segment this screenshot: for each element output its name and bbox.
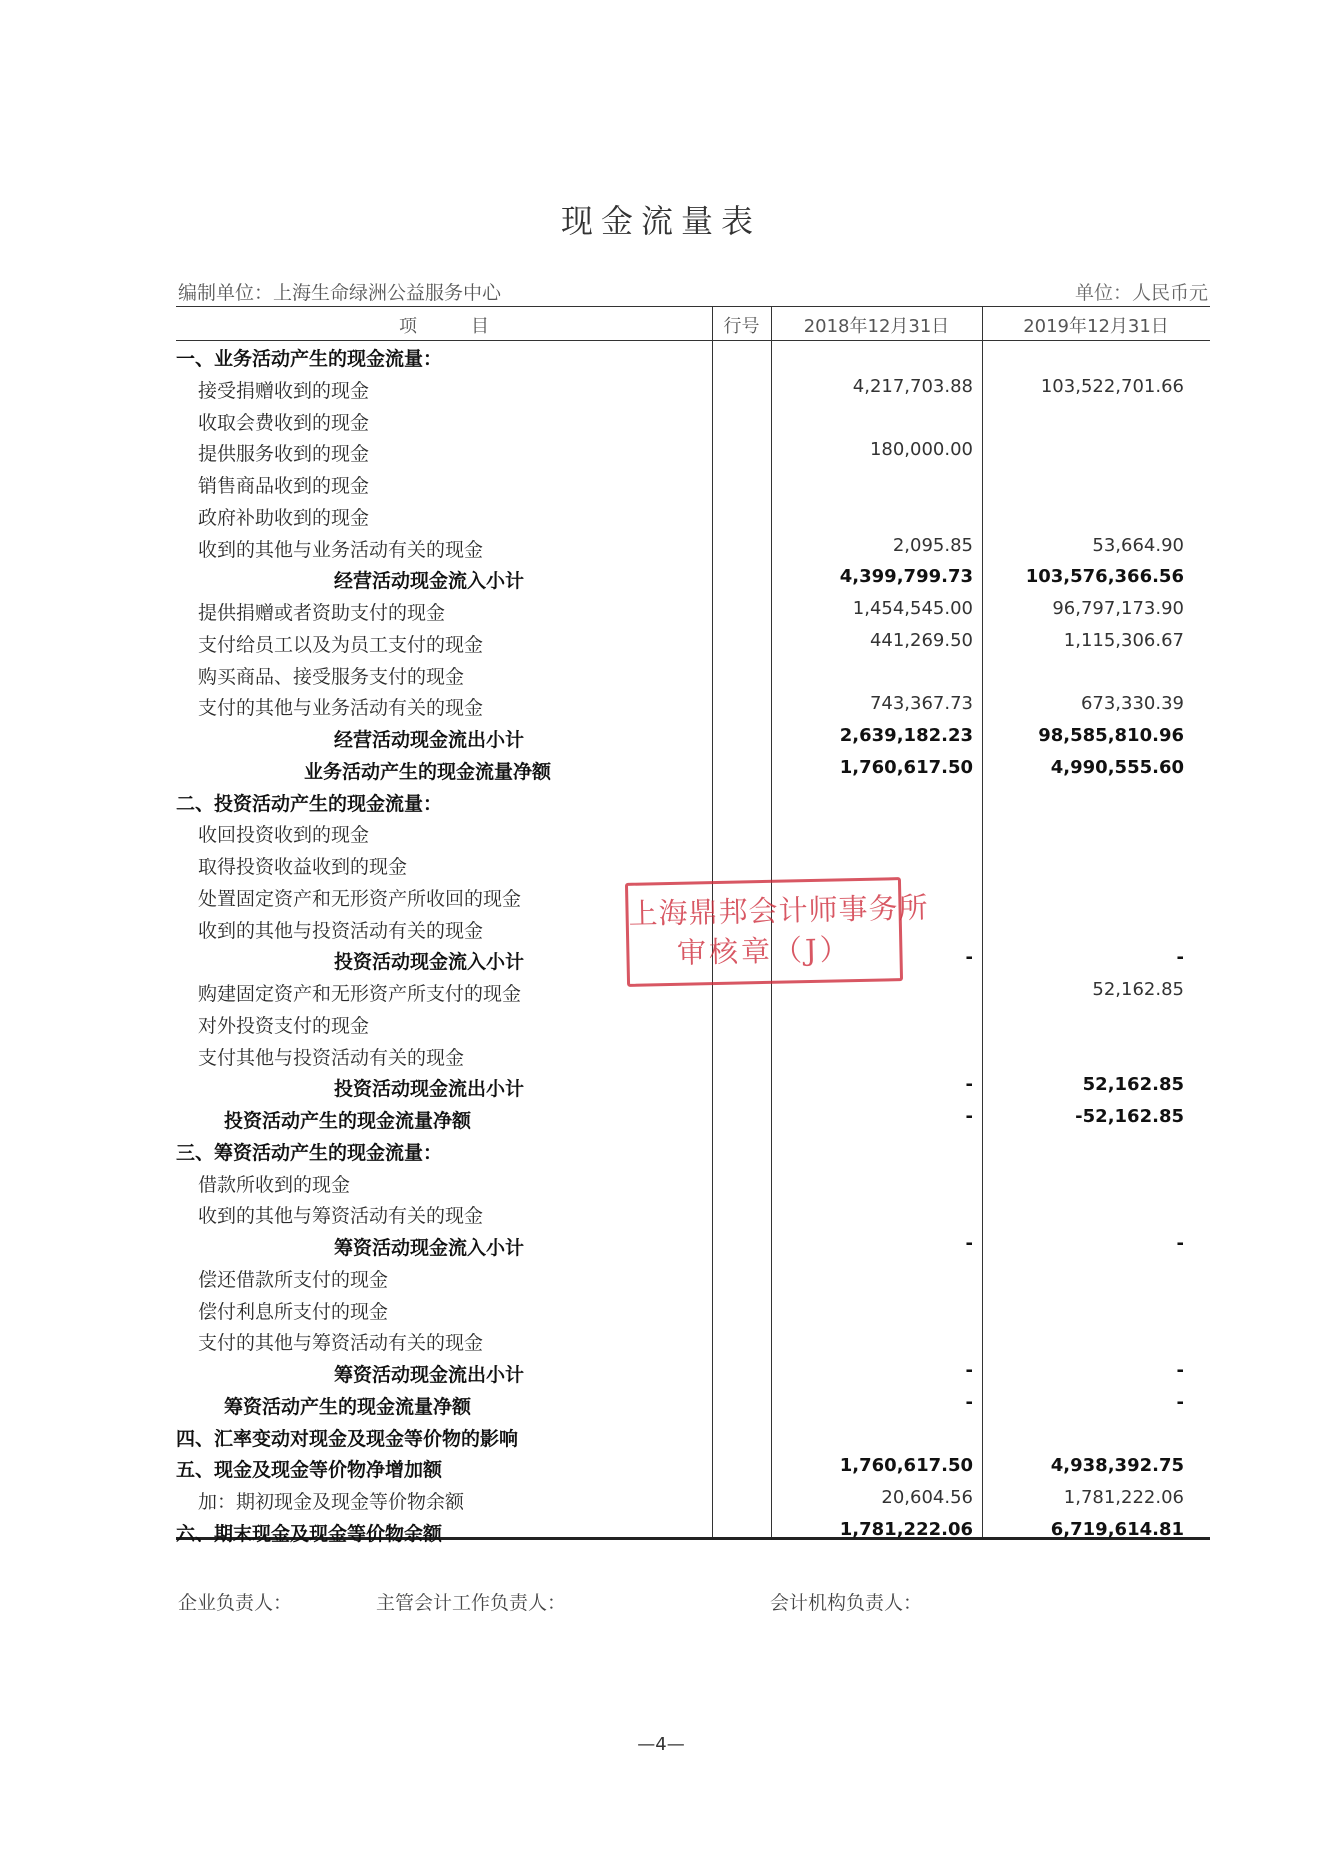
- value-2018: 20,604.56: [881, 1487, 973, 1508]
- row-label: 收到的其他与投资活动有关的现金: [198, 919, 484, 942]
- table-row: [176, 372, 1210, 404]
- table-row: [176, 816, 1210, 848]
- value-2018: 2,095.85: [892, 534, 973, 556]
- report-meta: [178, 278, 1208, 304]
- value-2018: 1,760,617.50: [839, 1455, 973, 1477]
- value-2019: 98,585,810.96: [1038, 725, 1184, 746]
- value-2018: -: [965, 947, 973, 969]
- value-2018: -: [965, 1074, 973, 1096]
- row-label: 三、筹资活动产生的现金流量：: [176, 1141, 443, 1164]
- value-2019: 103,576,366.56: [1025, 566, 1184, 588]
- row-label: 销售商品收到的现金: [198, 475, 370, 497]
- row-label: 六、期末现金及现金等价物余额: [176, 1522, 443, 1545]
- row-label: 政府补助收到的现金: [198, 506, 370, 529]
- row-label: 投资活动产生的现金流量净额: [224, 1110, 472, 1132]
- table-row: [176, 1102, 1210, 1134]
- row-label: 收取会费收到的现金: [198, 411, 370, 434]
- value-2019: 1,781,222.06: [1063, 1487, 1184, 1508]
- row-label: 借款所收到的现金: [198, 1173, 351, 1196]
- value-2018: 180,000.00: [869, 439, 973, 461]
- row-label: 处置固定资产和无形资产所收回的现金: [198, 887, 522, 910]
- row-label: 投资活动现金流入小计: [334, 951, 525, 974]
- row-label: 支付给员工以及为员工支付的现金: [198, 633, 484, 656]
- table-row: [176, 1166, 1210, 1198]
- header-2018: 2018年12月31日: [803, 316, 950, 337]
- table-row: [176, 912, 1210, 944]
- table-row: [176, 594, 1210, 626]
- row-label: 收回投资收到的现金: [198, 824, 370, 847]
- table-row: [176, 1451, 1210, 1483]
- value-2018: -: [965, 1360, 973, 1381]
- table-row: [176, 531, 1210, 563]
- table-row: [176, 467, 1210, 499]
- value-2019: -: [1176, 1360, 1184, 1381]
- row-label: 收到的其他与筹资活动有关的现金: [198, 1205, 484, 1228]
- table-header: [176, 307, 1210, 340]
- row-label: 提供服务收到的现金: [198, 443, 370, 466]
- header-2019: 2019年12月31日: [1023, 316, 1169, 337]
- table-row: [176, 975, 1210, 1007]
- table-row: [176, 848, 1210, 880]
- table-row: [176, 1483, 1210, 1515]
- table-row: [176, 1197, 1210, 1229]
- row-label: 提供捐赠或者资助支付的现金: [198, 602, 446, 624]
- table-row: [176, 404, 1210, 436]
- page-number: —4—: [637, 1734, 685, 1755]
- signature-footer: [178, 1588, 1208, 1618]
- value-2018: 743,367.73: [869, 693, 973, 715]
- table-row: [176, 880, 1210, 912]
- value-2019: -52,162.85: [1075, 1106, 1184, 1127]
- row-label: 加：期初现金及现金等价物余额: [198, 1491, 465, 1513]
- row-label: 对外投资支付的现金: [198, 1014, 370, 1037]
- table-row: [176, 1420, 1210, 1452]
- row-label: 二、投资活动产生的现金流量：: [176, 792, 443, 815]
- value-2019: -: [1176, 1233, 1184, 1254]
- cash-flow-table: [176, 306, 1210, 1545]
- table-row: [176, 689, 1210, 721]
- currency-unit-label: 单位：人民币元: [1074, 282, 1208, 304]
- value-2019: -: [1176, 947, 1184, 969]
- table-row: [176, 1388, 1210, 1420]
- value-2019: -: [1176, 1391, 1184, 1413]
- row-label: 收到的其他与业务活动有关的现金: [198, 538, 484, 561]
- row-label: 经营活动现金流入小计: [334, 570, 525, 593]
- page-title: 现金流量表: [560, 202, 761, 240]
- value-2018: 1,760,617.50: [839, 756, 973, 778]
- table-row: [176, 1515, 1210, 1547]
- table-body: [176, 340, 1210, 1547]
- table-row: [176, 1039, 1210, 1071]
- accounting-head-label: 主管会计工作负责人：: [376, 1592, 567, 1614]
- value-2018: 1,454,545.00: [852, 598, 973, 619]
- table-row: [176, 658, 1210, 690]
- row-label: 一、业务活动产生的现金流量：: [176, 348, 443, 370]
- row-label: 购建固定资产和无形资产所支付的现金: [198, 983, 522, 1005]
- stamp-seal-text: 审核章（J）: [676, 932, 853, 970]
- table-row: [176, 1070, 1210, 1102]
- row-label: 经营活动现金流出小计: [334, 729, 525, 751]
- value-2019: 6,719,614.81: [1050, 1518, 1184, 1540]
- row-label: 购买商品、接受服务支付的现金: [198, 665, 465, 688]
- value-2018: 441,269.50: [869, 629, 973, 651]
- value-2019: 53,664.90: [1092, 534, 1184, 556]
- table-row: [176, 753, 1210, 785]
- stamp-firm-name: 上海鼎邦会计师事务所: [628, 890, 929, 931]
- accounting-org-head-label: 会计机构负责人：: [770, 1592, 923, 1614]
- value-2018: 2,639,182.23: [839, 725, 973, 746]
- enterprise-head-label: 企业负责人：: [178, 1592, 293, 1614]
- value-2019: 52,162.85: [1082, 1074, 1184, 1096]
- value-2019: 52,162.85: [1092, 979, 1184, 1000]
- row-label: 支付其他与投资活动有关的现金: [198, 1046, 465, 1069]
- header-line-no: 行号: [723, 316, 760, 337]
- value-2019: 1,115,306.67: [1063, 629, 1184, 651]
- table-row: [176, 785, 1210, 817]
- value-2018: -: [965, 1391, 973, 1413]
- table-row: [176, 1229, 1210, 1261]
- table-row: [176, 721, 1210, 753]
- row-label: 筹资活动现金流出小计: [334, 1364, 525, 1386]
- row-label: 业务活动产生的现金流量净额: [304, 760, 552, 783]
- table-row: [176, 1293, 1210, 1325]
- value-2019: 4,938,392.75: [1050, 1455, 1184, 1477]
- header-item: 项 目: [399, 316, 489, 337]
- value-2019: 673,330.39: [1080, 693, 1184, 715]
- row-label: 筹资活动现金流入小计: [334, 1237, 525, 1259]
- row-label: 支付的其他与筹资活动有关的现金: [198, 1332, 484, 1355]
- value-2018: -: [965, 1233, 973, 1254]
- table-row: [176, 1261, 1210, 1293]
- row-label: 接受捐赠收到的现金: [198, 379, 370, 402]
- table-row: [176, 499, 1210, 531]
- value-2018: -: [965, 1106, 973, 1127]
- table-row: [176, 1007, 1210, 1039]
- table-row: [176, 1356, 1210, 1388]
- table-row: [176, 1324, 1210, 1356]
- row-label: 筹资活动产生的现金流量净额: [224, 1395, 472, 1418]
- value-2019: 4,990,555.60: [1050, 756, 1184, 778]
- row-label: 四、汇率变动对现金及现金等价物的影响: [176, 1427, 519, 1450]
- value-2019: 96,797,173.90: [1052, 598, 1184, 619]
- table-row: [176, 626, 1210, 658]
- row-label: 偿还借款所支付的现金: [198, 1268, 389, 1291]
- preparer-label: 编制单位：上海生命绿洲公益服务中心: [178, 282, 502, 304]
- value-2019: 103,522,701.66: [1040, 375, 1184, 397]
- row-label: 支付的其他与业务活动有关的现金: [198, 697, 484, 720]
- value-2018: 4,399,799.73: [839, 566, 973, 588]
- value-2018: 4,217,703.88: [852, 375, 973, 397]
- row-label: 取得投资收益收到的现金: [198, 856, 408, 878]
- table-row: [176, 340, 1210, 372]
- value-2018: 1,781,222.06: [839, 1518, 973, 1540]
- table-row: [176, 943, 1210, 975]
- row-label: 投资活动现金流出小计: [334, 1078, 525, 1101]
- table-row: [176, 435, 1210, 467]
- row-label: 偿付利息所支付的现金: [198, 1300, 389, 1323]
- table-row: [176, 562, 1210, 594]
- table-row: [176, 1134, 1210, 1166]
- row-label: 五、现金及现金等价物净增加额: [176, 1459, 443, 1482]
